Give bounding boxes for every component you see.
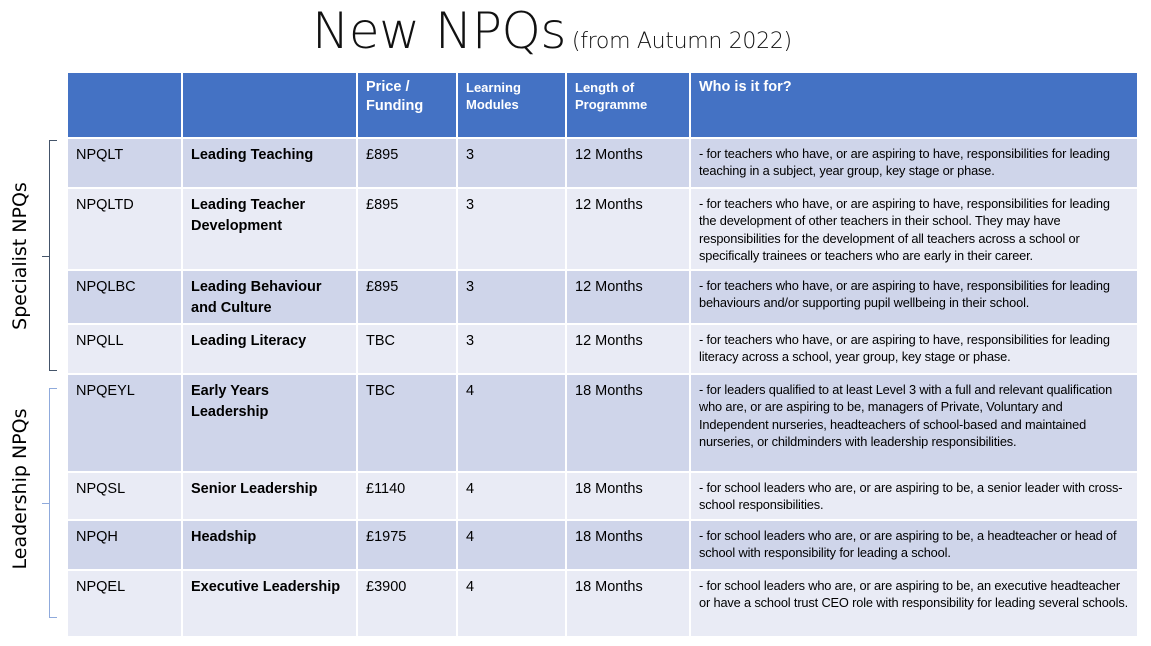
cell-modules: 4 bbox=[457, 520, 566, 570]
cell-price: £895 bbox=[357, 270, 457, 324]
cell-length: 12 Months bbox=[566, 270, 690, 324]
cell-who: - for teachers who have, or are aspiring to have, responsibilities for leading behaviours and/or supporting pupil wellbeing in their school. bbox=[690, 270, 1138, 324]
table-row bbox=[67, 570, 1138, 637]
table-row bbox=[67, 270, 1138, 324]
cell-code: NPQLTD bbox=[67, 188, 182, 270]
cell-length: 18 Months bbox=[566, 520, 690, 570]
cell-name: Headship bbox=[182, 520, 357, 570]
bracket-tick bbox=[42, 503, 50, 504]
cell-name: Leading Teaching bbox=[182, 138, 357, 188]
cell-modules: 3 bbox=[457, 138, 566, 188]
cell-who: - for teachers who have, or are aspiring to have, responsibilities for leading the development of other teachers in their school. They may have responsibilities for the development of all teachers across a school or specifically trainees or teachers who are early in their career. bbox=[690, 188, 1138, 270]
table-row bbox=[67, 374, 1138, 472]
page-title bbox=[312, 2, 792, 60]
cell-who: - for school leaders who are, or are aspiring to be, an executive headteacher or have a school trust CEO role with responsibility for leading several schools. bbox=[690, 570, 1138, 637]
cell-modules: 4 bbox=[457, 374, 566, 472]
cell-price: £1140 bbox=[357, 472, 457, 520]
cell-modules: 4 bbox=[457, 570, 566, 637]
cell-who: - for teachers who have, or are aspiring to have, responsibilities for leading teaching in a subject, year group, key stage or phase. bbox=[690, 138, 1138, 188]
bracket-tick bbox=[42, 256, 50, 257]
cell-who: - for school leaders who are, or are aspiring to be, a senior leader with cross-school responsibilities. bbox=[690, 472, 1138, 520]
cell-modules: 3 bbox=[457, 324, 566, 374]
group-label-leadership: Leadership NPQs bbox=[9, 408, 31, 570]
cell-code: NPQLT bbox=[67, 138, 182, 188]
header-code bbox=[67, 72, 182, 138]
cell-name: Early Years Leadership bbox=[182, 374, 357, 472]
table-row bbox=[67, 324, 1138, 374]
cell-code: NPQSL bbox=[67, 472, 182, 520]
table-row bbox=[67, 188, 1138, 270]
specialist-bracket bbox=[49, 140, 57, 371]
cell-length: 12 Months bbox=[566, 138, 690, 188]
title-main: New NPQs bbox=[312, 2, 566, 60]
cell-who: - for school leaders who are, or are aspiring to be, a headteacher or head of school with responsibility for leading a school. bbox=[690, 520, 1138, 570]
cell-code: NPQLL bbox=[67, 324, 182, 374]
cell-price: TBC bbox=[357, 324, 457, 374]
cell-code: NPQEL bbox=[67, 570, 182, 637]
cell-name: Executive Leadership bbox=[182, 570, 357, 637]
cell-name: Leading Literacy bbox=[182, 324, 357, 374]
cell-length: 18 Months bbox=[566, 374, 690, 472]
cell-name: Leading Behaviour and Culture bbox=[182, 270, 357, 324]
cell-length: 18 Months bbox=[566, 472, 690, 520]
cell-who: - for leaders qualified to at least Level 3 with a full and relevant qualification who are, or are aspiring to be, managers of Private, Voluntary and Independent nurseries, headteachers of school-based and maintained nurseries, or childminders with leadership responsibilities. bbox=[690, 374, 1138, 472]
cell-price: £1975 bbox=[357, 520, 457, 570]
cell-price: £895 bbox=[357, 138, 457, 188]
cell-modules: 3 bbox=[457, 270, 566, 324]
cell-length: 12 Months bbox=[566, 188, 690, 270]
cell-name: Senior Leadership bbox=[182, 472, 357, 520]
header-name bbox=[182, 72, 357, 138]
npq-table bbox=[66, 71, 1139, 638]
header-length: Length of Programme bbox=[566, 72, 690, 138]
header-who: Who is it for? bbox=[690, 72, 1138, 138]
cell-name: Leading Teacher Development bbox=[182, 188, 357, 270]
cell-modules: 4 bbox=[457, 472, 566, 520]
title-subtitle: (from Autumn 2022) bbox=[571, 29, 792, 54]
leadership-bracket bbox=[49, 388, 57, 618]
cell-price: TBC bbox=[357, 374, 457, 472]
table-row bbox=[67, 472, 1138, 520]
header-price: Price / Funding bbox=[357, 72, 457, 138]
cell-price: £895 bbox=[357, 188, 457, 270]
table-row bbox=[67, 520, 1138, 570]
cell-length: 18 Months bbox=[566, 570, 690, 637]
cell-code: NPQLBC bbox=[67, 270, 182, 324]
cell-who: - for teachers who have, or are aspiring to have, responsibilities for leading literacy across a school, year group, key stage or phase. bbox=[690, 324, 1138, 374]
header-modules: Learning Modules bbox=[457, 72, 566, 138]
table-row bbox=[67, 138, 1138, 188]
cell-length: 12 Months bbox=[566, 324, 690, 374]
cell-modules: 3 bbox=[457, 188, 566, 270]
cell-price: £3900 bbox=[357, 570, 457, 637]
group-label-specialist: Specialist NPQs bbox=[9, 182, 31, 330]
cell-code: NPQH bbox=[67, 520, 182, 570]
cell-code: NPQEYL bbox=[67, 374, 182, 472]
table-header-row bbox=[67, 72, 1138, 138]
